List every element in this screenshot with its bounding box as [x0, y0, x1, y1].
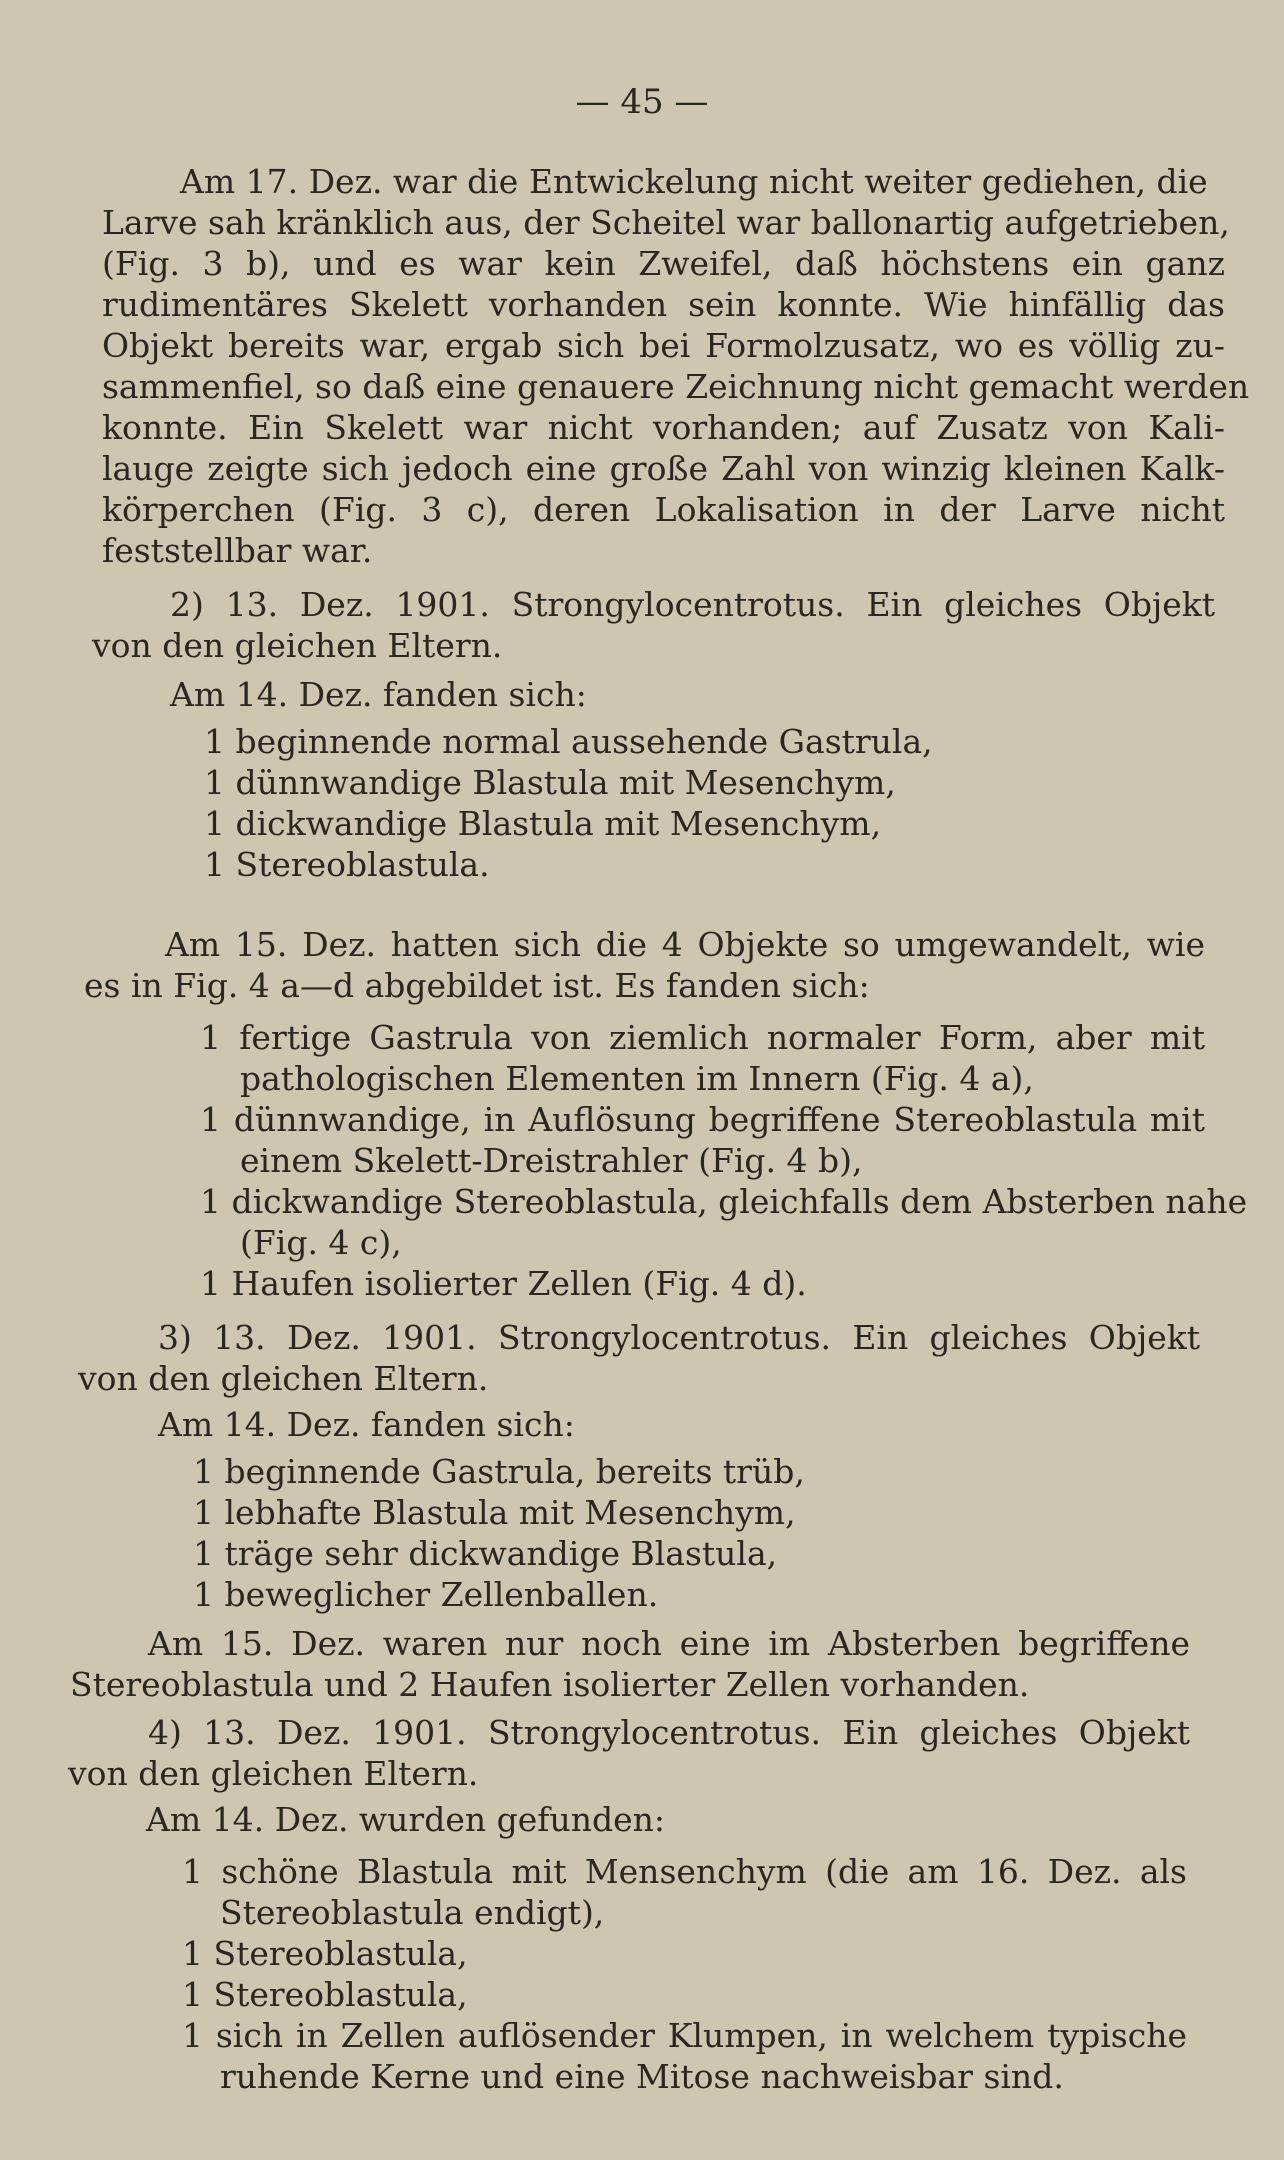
- text-line: konnte. Ein Skelett war nicht vorhanden; auf Zusatz von Kali-: [102, 408, 1225, 447]
- text-line: von den gleichen Eltern.: [78, 1359, 489, 1398]
- text-line: körperchen (Fig. 3 c), deren Lokalisation in der Larve nicht: [102, 490, 1225, 529]
- text-line: Am 14. Dez. wurden gefunden:: [146, 1800, 666, 1839]
- text-line: sammenfiel, so daß eine genauere Zeichnung nicht gemacht werden: [102, 367, 1250, 406]
- list-item: 1 beginnende Gastrula, bereits trüb,: [193, 1452, 805, 1491]
- text-line: 4) 13. Dez. 1901. Strongylocentrotus. Ein gleiches Objekt: [148, 1713, 1190, 1752]
- list-item: 1 Stereoblastula,: [182, 1934, 468, 1973]
- list-item: 1 träge sehr dickwandige Blastula,: [193, 1534, 778, 1573]
- list-item: einem Skelett-Dreistrahler (Fig. 4 b),: [240, 1141, 863, 1180]
- list-item: pathologischen Elementen im Innern (Fig. 4 a),: [240, 1059, 1034, 1098]
- list-item: 1 dünnwandige, in Auflösung begriffene Stereoblastula mit: [200, 1100, 1205, 1139]
- text-line: Am 14. Dez. fanden sich:: [158, 1405, 575, 1444]
- list-item: ruhende Kerne und eine Mitose nachweisbar sind.: [220, 2057, 1064, 2096]
- text-line: Larve sah kränklich aus, der Scheitel war ballonartig aufgetrieben,: [102, 203, 1230, 242]
- text-line: lauge zeigte sich jedoch eine große Zahl von winzig kleinen Kalk-: [102, 449, 1225, 488]
- list-item: Stereoblastula endigt),: [220, 1893, 605, 1932]
- text-line: 3) 13. Dez. 1901. Strongylocentrotus. Ein gleiches Objekt: [158, 1318, 1200, 1357]
- text-line: 2) 13. Dez. 1901. Strongylocentrotus. Ein gleiches Objekt: [170, 585, 1215, 624]
- list-item: 1 Stereoblastula,: [182, 1975, 468, 2014]
- text-line: von den gleichen Eltern.: [68, 1754, 479, 1793]
- text-line: von den gleichen Eltern.: [92, 626, 503, 665]
- list-item: 1 sich in Zellen auflösender Klumpen, in welchem typische: [182, 2016, 1187, 2055]
- list-item: 1 Stereoblastula.: [204, 845, 490, 884]
- list-item: 1 dickwandige Stereoblastula, gleichfalls dem Absterben nahe: [200, 1182, 1248, 1221]
- text-line: rudimentäres Skelett vorhanden sein konnte. Wie hinfällig das: [102, 285, 1225, 324]
- text-line: (Fig. 3 b), und es war kein Zweifel, daß höchstens ein ganz: [102, 244, 1225, 283]
- text-line: Am 17. Dez. war die Entwickelung nicht weiter gediehen, die: [180, 162, 1208, 201]
- text-line: Objekt bereits war, ergab sich bei Formolzusatz, wo es völlig zu-: [102, 326, 1225, 365]
- list-item: (Fig. 4 c),: [240, 1223, 402, 1262]
- list-item: 1 schöne Blastula mit Mensenchym (die am 16. Dez. als: [182, 1852, 1187, 1891]
- text-line: Am 15. Dez. hatten sich die 4 Objekte so umgewandelt, wie: [165, 925, 1205, 964]
- list-item: 1 beweglicher Zellenballen.: [193, 1575, 659, 1614]
- list-item: 1 dünnwandige Blastula mit Mesenchym,: [204, 763, 896, 802]
- text-line: Am 15. Dez. waren nur noch eine im Absterben begriffene: [148, 1624, 1190, 1663]
- text-line: Stereoblastula und 2 Haufen isolierter Zellen vorhanden.: [70, 1665, 1030, 1704]
- list-item: 1 Haufen isolierter Zellen (Fig. 4 d).: [200, 1264, 807, 1303]
- page-number: — 45 —: [575, 82, 709, 122]
- text-line: es in Fig. 4 a—d abgebildet ist. Es fanden sich:: [84, 966, 870, 1005]
- list-item: 1 dickwandige Blastula mit Mesenchym,: [204, 804, 882, 843]
- list-item: 1 beginnende normal aussehende Gastrula,: [204, 722, 933, 761]
- text-line: feststellbar war.: [102, 531, 373, 570]
- text-line: Am 14. Dez. fanden sich:: [170, 675, 587, 714]
- list-item: 1 fertige Gastrula von ziemlich normaler Form, aber mit: [200, 1018, 1205, 1057]
- list-item: 1 lebhafte Blastula mit Mesenchym,: [193, 1493, 796, 1532]
